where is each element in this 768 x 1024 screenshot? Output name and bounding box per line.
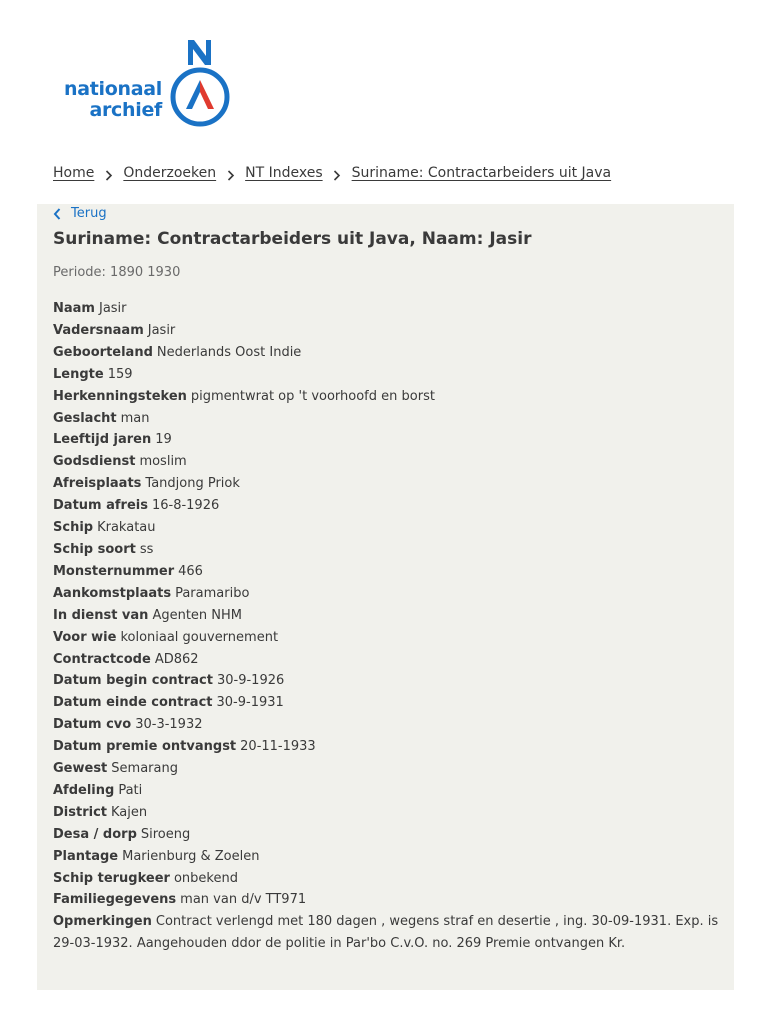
record-field bbox=[53, 649, 723, 671]
record-field-label: Opmerkingen bbox=[53, 914, 152, 930]
record-field bbox=[53, 429, 723, 451]
record-field-label: Geslacht bbox=[53, 410, 117, 426]
record-field-label: Schip terugkeer bbox=[53, 870, 170, 886]
record-field bbox=[53, 627, 723, 649]
record-field-label: Afreisplaats bbox=[53, 476, 142, 492]
back-label: Terug bbox=[71, 206, 107, 221]
breadcrumb-nt-indexes-link[interactable]: NT Indexes bbox=[245, 165, 323, 181]
record-field-label: District bbox=[53, 804, 107, 820]
back-link[interactable] bbox=[53, 206, 107, 221]
record-field bbox=[53, 517, 723, 539]
record-field-label: Naam bbox=[53, 301, 95, 316]
record-field bbox=[53, 451, 723, 473]
record-field-label: In dienst van bbox=[53, 607, 149, 623]
breadcrumb-home-link[interactable]: Home bbox=[53, 165, 95, 181]
record-field-label: Vadersnaam bbox=[53, 322, 144, 338]
record-field-value: koloniaal gouvernement bbox=[120, 629, 279, 645]
record-field bbox=[53, 889, 723, 911]
record-field-value: 30-9-1926 bbox=[216, 673, 285, 689]
record-field-value: Jasir bbox=[98, 301, 127, 316]
record-field-value: Jasir bbox=[147, 322, 176, 338]
record-field-value: Nederlands Oost Indie bbox=[156, 344, 302, 360]
record-field-label: Afdeling bbox=[53, 782, 115, 798]
record-field-value: 30-3-1932 bbox=[135, 717, 203, 733]
record-field-label: Schip bbox=[53, 520, 94, 536]
record-field-value: 16-8-1926 bbox=[151, 498, 220, 514]
nationaal-archief-logo[interactable] bbox=[52, 38, 232, 130]
breadcrumb-current-link[interactable]: Suriname: Contractarbeiders uit Java bbox=[351, 165, 612, 181]
record-field bbox=[53, 780, 723, 802]
record-field-label: Aankomstplaats bbox=[53, 585, 172, 601]
record-field-label: Schip soort bbox=[53, 541, 136, 557]
record-field-value: man van d/v TT971 bbox=[180, 892, 307, 908]
record-field-label: Familiegegevens bbox=[53, 892, 177, 908]
record-field-value: Kajen bbox=[111, 804, 148, 820]
record-field-label: Datum einde contract bbox=[53, 695, 213, 711]
record-field bbox=[53, 364, 723, 386]
record-field bbox=[53, 736, 723, 758]
record-field-label: Monsternummer bbox=[53, 563, 175, 579]
record-field bbox=[53, 408, 723, 430]
record-field-value: Krakatau bbox=[97, 520, 156, 536]
record-field-value: Contract verlengd met 180 dagen , wegens straf en desertie , ing. 30-09-1931. Exp. is 29-03-1932. Aangehouden ddor de politie in Par'bo C.v.O. no. 269 Premie ontvangen Kr. bbox=[53, 914, 719, 952]
record-field bbox=[53, 539, 723, 561]
chevron-left-icon bbox=[53, 208, 61, 220]
record-field bbox=[53, 605, 723, 627]
record-field-label: Geboorteland bbox=[53, 344, 153, 360]
record-field-value: AD862 bbox=[154, 651, 199, 667]
record-field bbox=[53, 802, 723, 824]
record-field-label: Datum begin contract bbox=[53, 673, 213, 689]
record-field-value: Marienburg & Zoelen bbox=[122, 848, 260, 864]
record-field bbox=[53, 670, 723, 692]
record-field bbox=[53, 583, 723, 605]
record-field-value: man bbox=[120, 410, 150, 426]
record-field bbox=[53, 386, 723, 408]
record-field bbox=[53, 758, 723, 780]
record-field-value: 159 bbox=[107, 366, 133, 382]
record-field-value: pigmentwrat op 't voorhoofd en borst bbox=[190, 388, 435, 404]
record-panel bbox=[37, 204, 734, 990]
record-field-value: 20-11-1933 bbox=[240, 739, 316, 755]
record-field bbox=[53, 824, 723, 846]
record-field-label: Desa / dorp bbox=[53, 826, 137, 842]
breadcrumb bbox=[53, 162, 611, 184]
breadcrumb-onderzoeken-link[interactable]: Onderzoeken bbox=[123, 165, 217, 181]
record-field bbox=[53, 495, 723, 517]
record-field bbox=[53, 868, 723, 890]
record-field bbox=[53, 342, 723, 364]
record-field-label: Voor wie bbox=[53, 629, 117, 645]
record-field-value: Tandjong Priok bbox=[145, 476, 240, 492]
logo-wordmark bbox=[64, 79, 162, 121]
record-field bbox=[53, 320, 723, 342]
record-field bbox=[53, 473, 723, 495]
record-field-value: onbekend bbox=[173, 870, 238, 886]
period-text: Periode: 1890 1930 bbox=[53, 265, 181, 280]
record-field-label: Datum premie ontvangst bbox=[53, 739, 237, 755]
record-field bbox=[53, 911, 723, 955]
record-field-label: Lengte bbox=[53, 366, 104, 382]
record-field-value: 30-9-1931 bbox=[216, 695, 284, 711]
record-field bbox=[53, 298, 723, 320]
record-fields-list bbox=[53, 298, 723, 955]
record-field-value: Pati bbox=[118, 782, 143, 798]
record-field-label: Plantage bbox=[53, 848, 119, 864]
record-field bbox=[53, 692, 723, 714]
record-field-value: moslim bbox=[139, 454, 187, 470]
record-field-value: Agenten NHM bbox=[152, 607, 243, 623]
record-field-label: Contractcode bbox=[53, 651, 151, 667]
chevron-right-icon bbox=[94, 166, 123, 181]
page-title: Suriname: Contractarbeiders uit Java, Naam: Jasir bbox=[53, 229, 532, 249]
record-field bbox=[53, 714, 723, 736]
record-field-value: 19 bbox=[155, 432, 172, 448]
record-field-value: ss bbox=[139, 541, 154, 557]
logo-emblem-icon bbox=[167, 38, 232, 130]
logo-line-1: nationaal bbox=[64, 78, 162, 100]
chevron-right-icon bbox=[323, 166, 352, 181]
chevron-right-icon bbox=[216, 166, 245, 181]
record-field-label: Datum afreis bbox=[53, 498, 148, 514]
record-field-value: 466 bbox=[178, 563, 203, 579]
record-field bbox=[53, 561, 723, 583]
record-field-label: Gewest bbox=[53, 761, 108, 777]
record-field-label: Herkenningsteken bbox=[53, 388, 187, 404]
record-field-label: Godsdienst bbox=[53, 454, 136, 470]
record-field-label: Leeftijd jaren bbox=[53, 432, 152, 448]
record-field-label: Datum cvo bbox=[53, 717, 132, 733]
record-field-value: Semarang bbox=[111, 761, 178, 777]
record-field-value: Siroeng bbox=[140, 826, 191, 842]
logo-line-2: archief bbox=[89, 99, 162, 121]
record-field bbox=[53, 846, 723, 868]
record-field-value: Paramaribo bbox=[175, 585, 250, 601]
